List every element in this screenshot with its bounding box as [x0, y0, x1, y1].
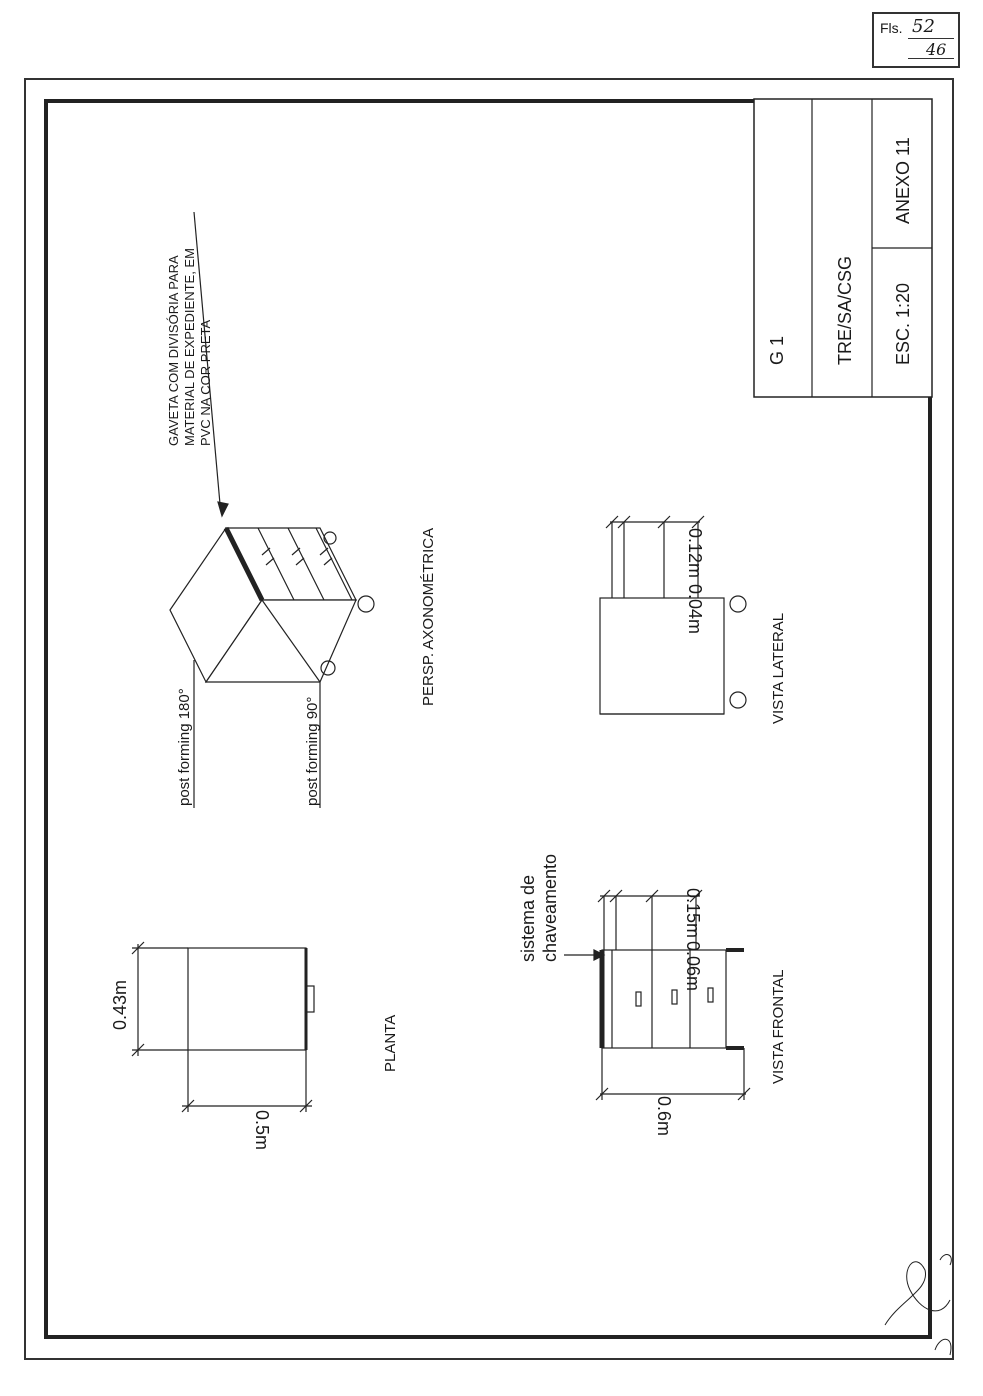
frontal-view-title: VISTA FRONTAL	[770, 969, 787, 1084]
lock-system-label-line-2: chaveamento	[540, 853, 560, 962]
folio-label: Fls.	[880, 20, 903, 36]
plan-view-title: PLANTA	[382, 1014, 399, 1072]
drawer-callout-line-2: MATERIAL DE EXPEDIENTE, EM	[182, 248, 197, 446]
annex-label: ANEXO 11	[893, 137, 913, 224]
drawer-callout-line-3: PVC NA COR PRETA	[198, 319, 213, 446]
lateral-view	[600, 516, 746, 714]
frontal-view	[564, 890, 750, 1100]
axonometric-cabinet	[170, 212, 374, 808]
folio-sub-number: 46	[926, 40, 947, 59]
drawing-code: G 1	[767, 335, 787, 365]
handwritten-signature	[885, 1255, 951, 1355]
axonometric-title: PERSP. AXONOMÉTRICA	[420, 527, 437, 706]
frontal-dimension-b: 0.06m	[683, 941, 703, 992]
plan-view	[132, 942, 314, 1112]
drawer-callout-line-1: GAVETA COM DIVISÓRIA PARA	[166, 255, 181, 446]
lateral-dimension-b: 0.04m	[685, 584, 705, 635]
organization-code: TRE/SA/CSG	[835, 255, 855, 365]
frontal-dimension-a: 0.15m	[683, 888, 703, 939]
drawing-scale: ESC. 1:20	[893, 282, 913, 365]
lock-system-label-line-1: sistema de	[518, 874, 538, 962]
lateral-dimension-a: 0.12m	[685, 528, 705, 579]
post-forming-90-note: post forming 90°	[304, 696, 321, 806]
post-forming-180-note: post forming 180°	[176, 688, 193, 806]
lateral-view-title: VISTA LATERAL	[770, 612, 787, 724]
plan-width-dimension: 0.5m	[252, 1110, 272, 1151]
plan-depth-dimension: 0.43m	[110, 979, 130, 1030]
folio-number: 52	[912, 16, 935, 37]
frontal-width-dimension: 0.6m	[654, 1096, 674, 1137]
